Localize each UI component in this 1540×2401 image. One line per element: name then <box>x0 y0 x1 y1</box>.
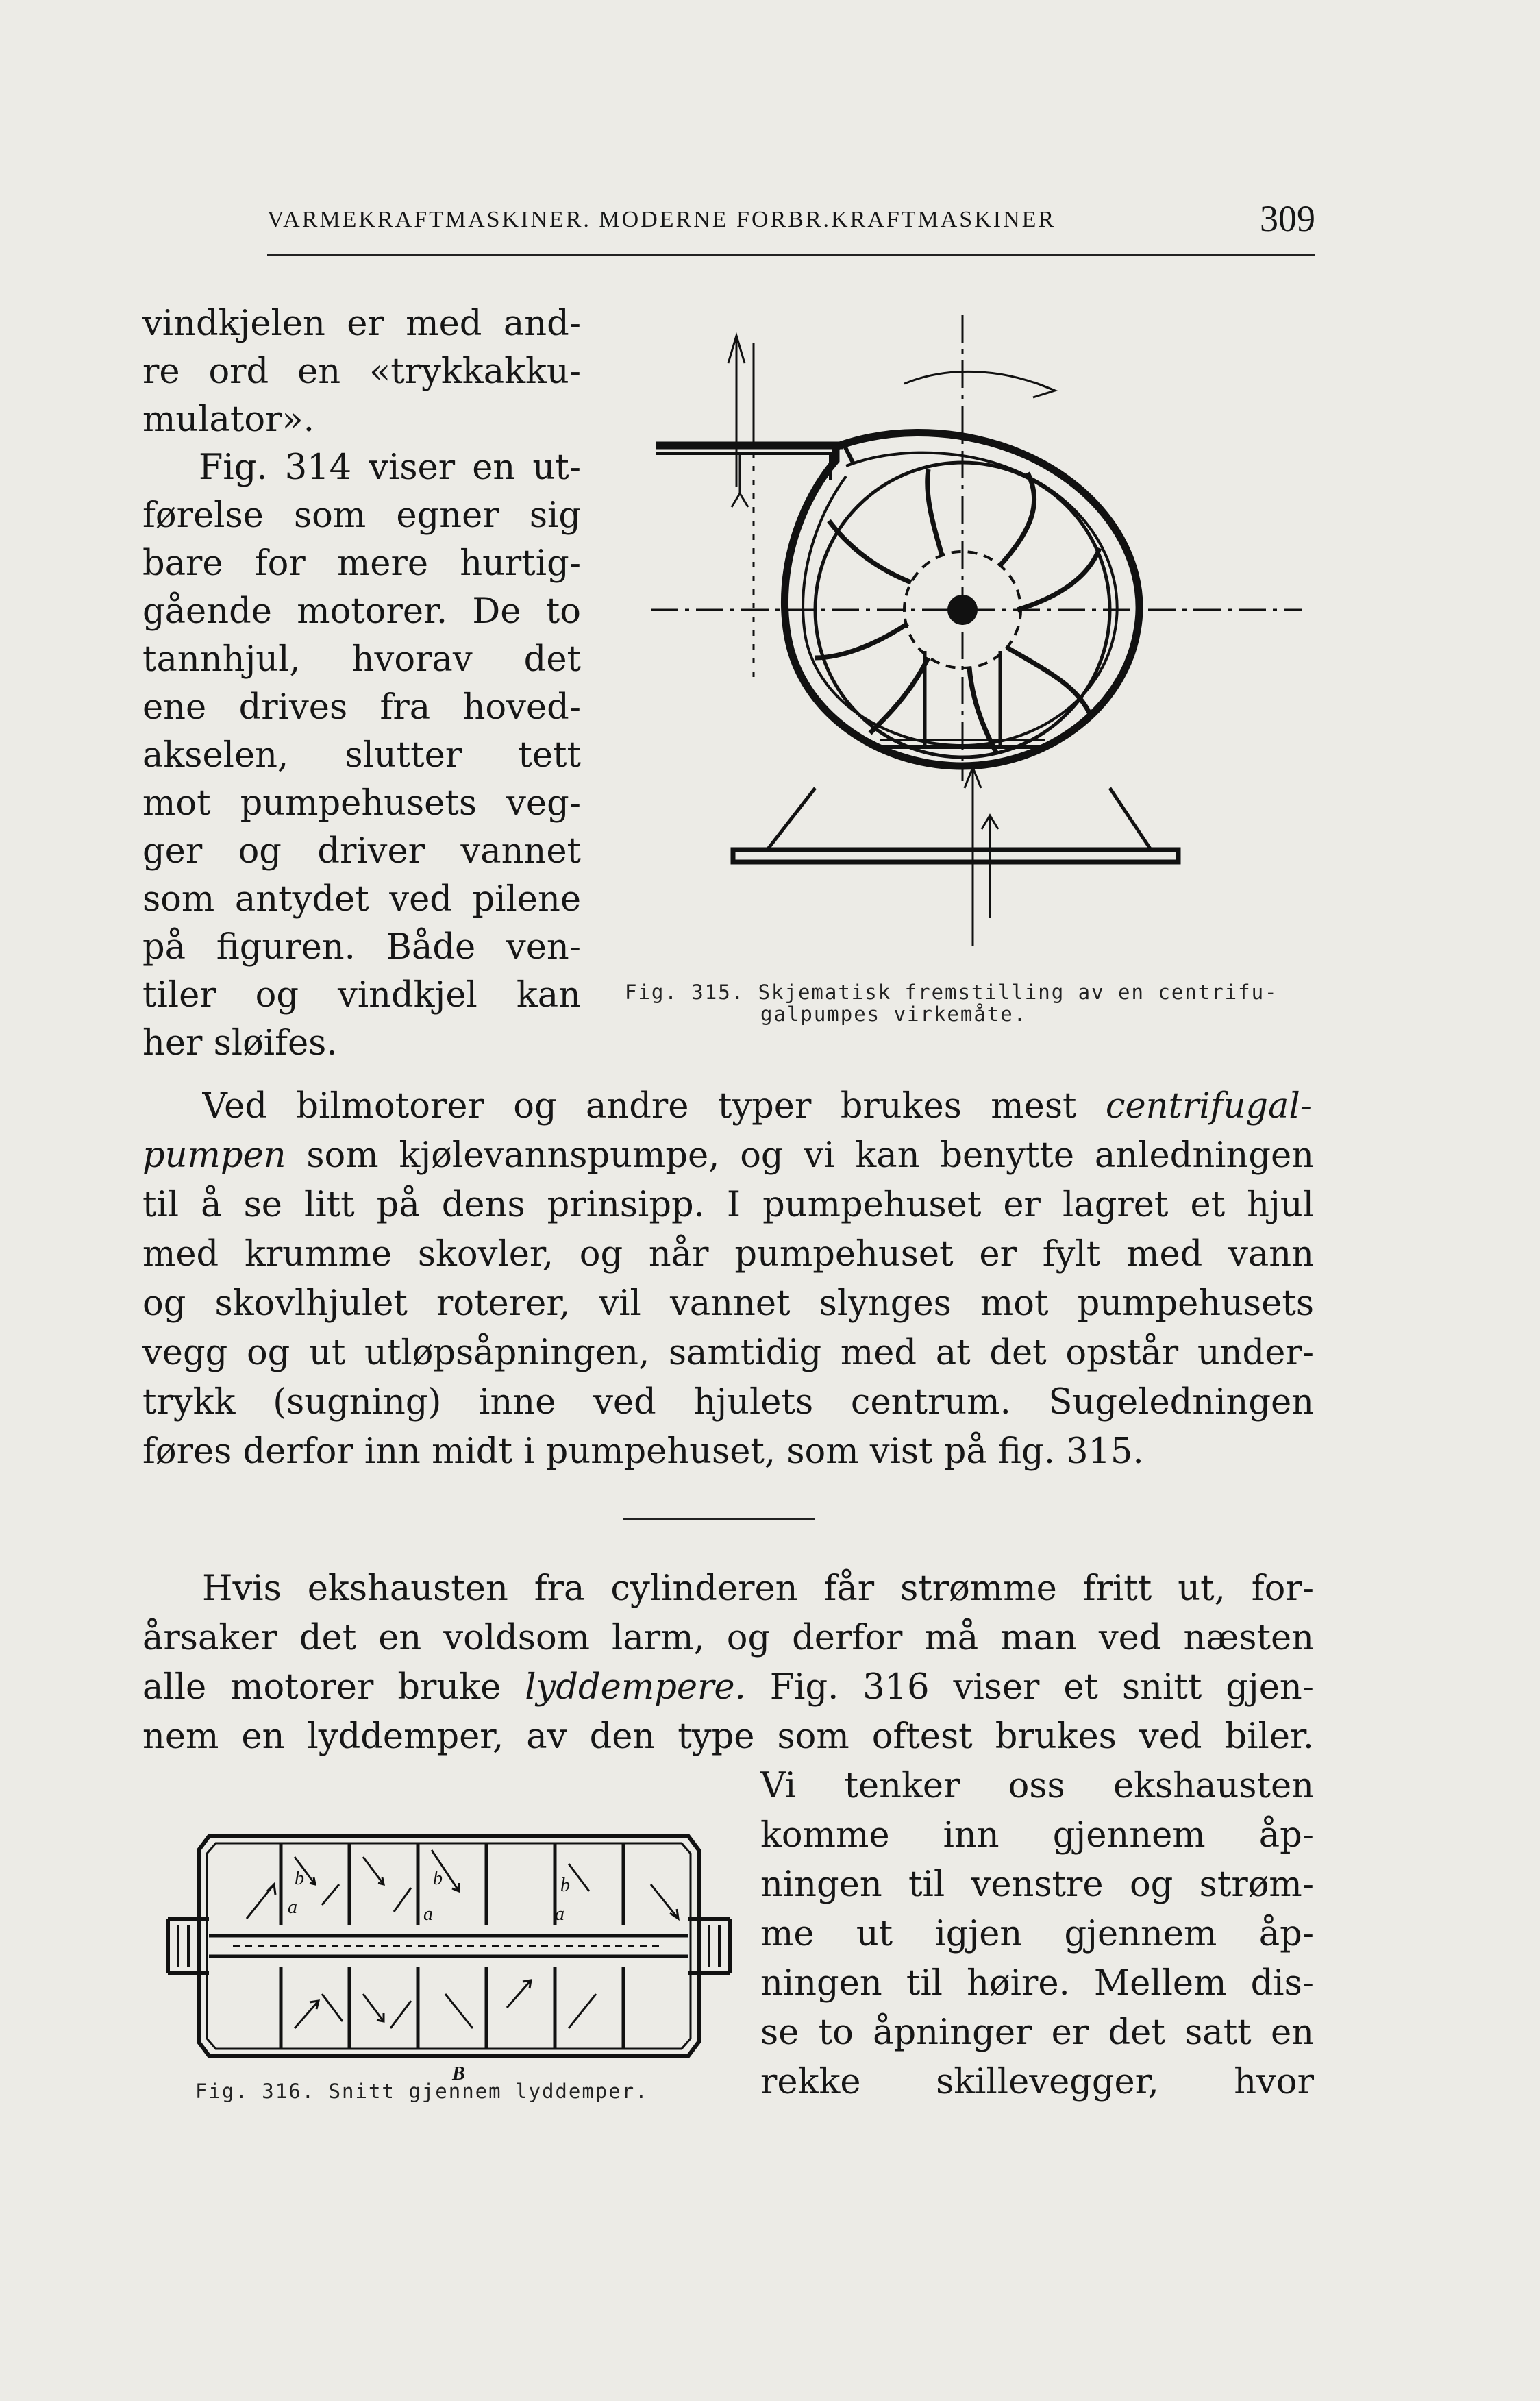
text-line: ningen til venstre og strøm- <box>760 1864 1314 1905</box>
text-line: ger og driver vannet <box>142 831 581 872</box>
text-line: me ut igjen gjennem åp- <box>760 1914 1314 1954</box>
text-line: Ved bilmotorer og andre typer brukes mest centrifugal- <box>202 1086 1312 1126</box>
text-line: alle motorer bruke lyddempere. Fig. 316 viser et snitt gjen- <box>142 1667 1314 1708</box>
text-line: førelse som egner sig <box>142 495 581 536</box>
header-title: VARMEKRAFTMASKINER. MODERNE FORBR.KRAFTMASKINER <box>267 207 1056 232</box>
fig316-caption: Fig. 316. Snitt gjennem lyddemper. <box>195 2080 649 2103</box>
text-line: årsaker det en voldsom larm, og derfor må man ved næsten <box>142 1618 1314 1658</box>
text-line: gående motorer. De to <box>142 591 581 632</box>
text-line: som antydet ved pilene <box>142 879 581 920</box>
text-line: trykk (sugning) inne ved hjulets centrum. Sugeledningen <box>142 1382 1314 1423</box>
text-line: vegg og ut utløpsåpningen, samtidig med at det opstår under- <box>142 1333 1314 1373</box>
text-line: føres derfor inn midt i pumpehuset, som vist på fig. 315. <box>142 1431 1144 1472</box>
fig315-caption-line1: Fig. 315. Skjematisk fremstilling av en centrifu- <box>625 981 1278 1004</box>
text-line: komme inn gjennem åp- <box>760 1815 1314 1856</box>
text-line: på figuren. Både ven- <box>142 927 581 968</box>
text-line: rekke skillevegger, hvor <box>760 2062 1314 2102</box>
text-line: pumpen som kjølevannspumpe, og vi kan benytte anledningen <box>142 1135 1314 1176</box>
text-line: med krumme skovler, og når pumpehuset er fylt med vann <box>142 1234 1314 1275</box>
text-line: se to åpninger er det satt en <box>760 2012 1314 2053</box>
fig315-centrifugal-pump-diagram <box>617 301 1315 952</box>
text-line: nem en lyddemper, av den type som oftest brukes ved biler. <box>142 1716 1314 1757</box>
page-number: 309 <box>1260 198 1315 239</box>
fig316-label-B: B <box>452 2063 465 2084</box>
text-line: Hvis ekshausten fra cylinderen får strømme fritt ut, for- <box>202 1568 1314 1609</box>
text-line: akselen, slutter tett <box>142 735 581 776</box>
fig316-label-a: a <box>555 1904 564 1925</box>
text-line: mulator». <box>142 399 314 440</box>
text-line: mot pumpehusets veg- <box>142 783 581 824</box>
text-line: ningen til høire. Mellem dis- <box>760 1963 1314 2004</box>
fig315-caption-line2: galpumpes virkemåte. <box>760 1002 1028 1026</box>
text-line: vindkjelen er med and- <box>142 304 581 344</box>
fig316-label-b: b <box>295 1868 304 1889</box>
text-line: tiler og vindkjel kan <box>142 975 581 1015</box>
text-line: til å se litt på dens prinsipp. I pumpehuset er lagret et hjul <box>142 1185 1314 1225</box>
text-line: Vi tenker oss ekshausten <box>760 1766 1314 1806</box>
text-line: bare for mere hurtig- <box>142 543 581 584</box>
fig316-label-a: a <box>288 1897 297 1918</box>
text-line: her sløifes. <box>142 1023 338 1063</box>
text-line: tannhjul, hvorav det <box>142 639 581 680</box>
text-line: ene drives fra hoved- <box>142 687 581 728</box>
section-divider <box>623 1518 815 1520</box>
text-line: Fig. 314 viser en ut- <box>199 447 581 488</box>
fig316-label-a: a <box>423 1904 433 1925</box>
fig316-label-b: b <box>433 1868 443 1889</box>
running-header <box>267 199 1315 256</box>
text-line: re ord en «trykkakku- <box>142 352 581 392</box>
fig316-label-b: b <box>560 1875 570 1896</box>
fig316-silencer-section-diagram <box>158 1823 740 2090</box>
text-line: og skovlhjulet roterer, vil vannet slynges mot pumpehusets <box>142 1283 1314 1324</box>
